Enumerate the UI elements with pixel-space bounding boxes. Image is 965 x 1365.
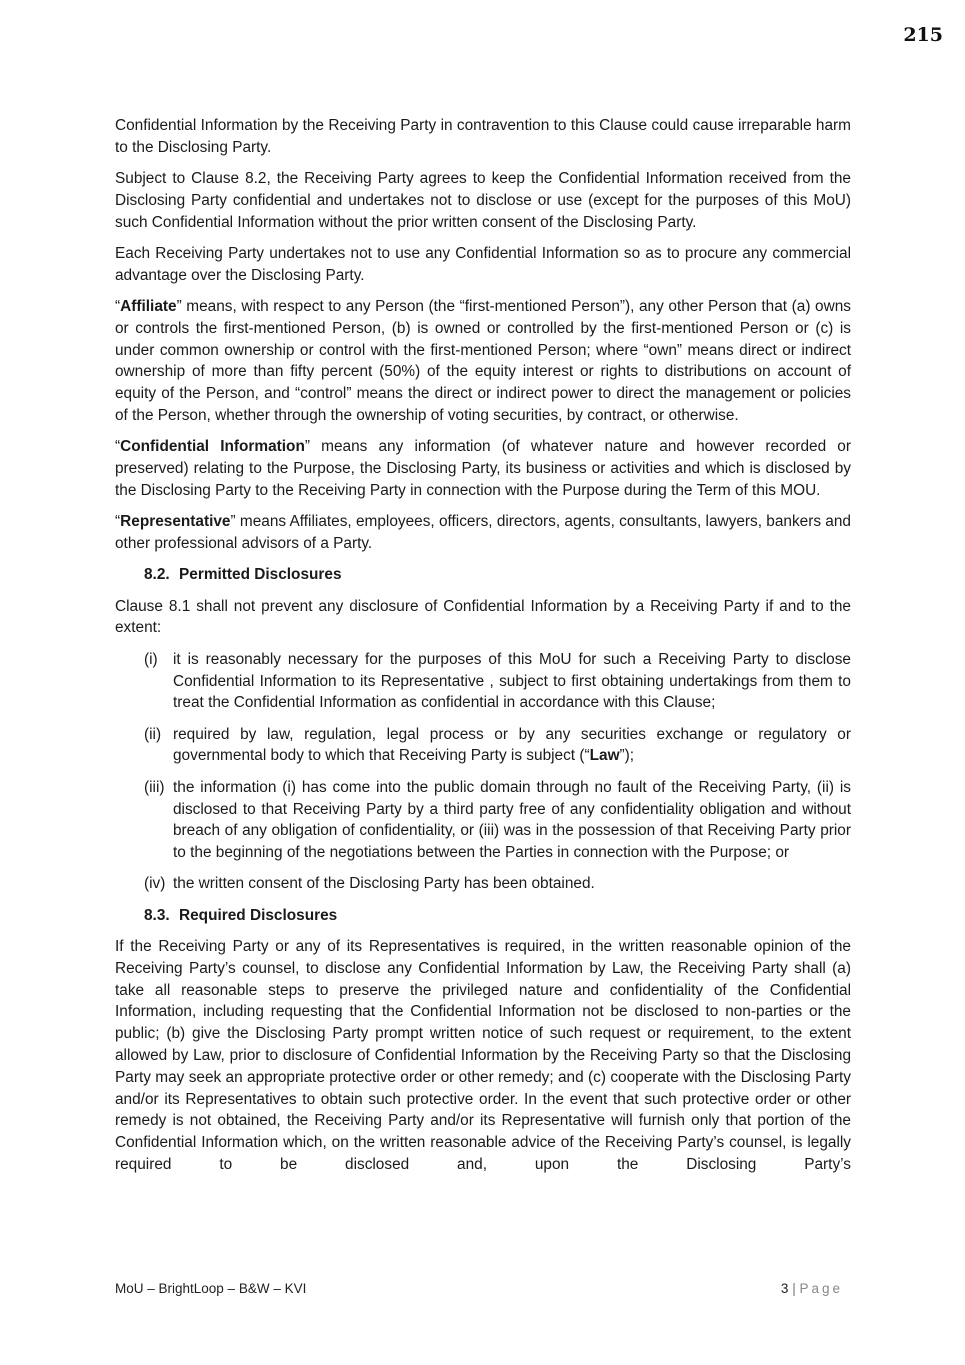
page-number: 215: [903, 24, 943, 46]
list-marker: (i): [144, 650, 158, 668]
paragraph: Subject to Clause 8.2, the Receiving Party agrees to keep the Confidential Information received from the Disclosing Party confidential and undertakes not to disclose or use (except for the purposes of this MoU) such Confidential Information without the prior written consent of the Disclosing Party.: [115, 170, 851, 231]
list-marker: (iii): [144, 778, 165, 796]
footer-page-indicator: [781, 1281, 843, 1296]
list-item-text: it is reasonably necessary for the purposes of this MoU for such a Receiving Party to disclose Confidential Information to its Representative , subject to first obtaining undertakings from them to treat the Confidential Information as confidential in accordance with this Clause;: [173, 650, 851, 712]
footer-document-title: MoU – BrightLoop – B&W – KVI: [115, 1281, 307, 1296]
footer-page-number: 3: [780, 1281, 789, 1296]
list-item: [144, 777, 851, 864]
defined-term: Law: [589, 747, 620, 765]
list-item: [144, 873, 851, 895]
section-title: Permitted Disclosures: [179, 566, 342, 584]
footer-separator: |: [792, 1281, 796, 1296]
paragraph: Confidential Information by the Receiving Party in contravention to this Clause could cause irreparable harm to the Disclosing Party.: [115, 117, 851, 156]
definition-affiliate: “Affiliate” means, with respect to any Person (the “first-mentioned Person”), any other Person that (a) owns or controls the first-mentioned Person, (b) is owned or controlled by the first-mentioned Person or (c) is under common ownership or control with the first-mentioned Person; where “own” means direct or indirect ownership of more than fifty percent (50%) of the equity interest or rights to distributions on account of equity of the Person, and “control” means the direct or indirect power to direct the management or policies of the Person, whether through the ownership of voting securities, by contract, or otherwise.: [115, 298, 851, 425]
paragraph: If the Receiving Party or any of its Representatives is required, in the written reasonable opinion of the Receiving Party’s counsel, to disclose any Confidential Information by Law, the Receiving Party shall (a) take all reasonable steps to preserve the privileged nature and confidentiality of the Confidential Information, including requesting that the Confidential Information not be disclosed to non-parties or the public; (b) give the Disclosing Party prompt written notice of such request or requirement, to the extent allowed by Law, prior to disclosure of Confidential Information by the Receiving Party so that the Disclosing Party may seek an appropriate protective order or other remedy; and (c) cooperate with the Disclosing Party and/or its Representatives to obtain such protective order. In the event that such protective order or other remedy is not obtained, the Receiving Party and/or its Representative will furnish only that portion of the Confidential Information which, on the written reasonable advice of the Receiving Party’s counsel, is legally required to be disclosed and, upon the Disclosing Party’s: [115, 938, 851, 1173]
paragraph: Each Receiving Party undertakes not to use any Confidential Information so as to procure any commercial advantage over the Disclosing Party.: [115, 244, 851, 284]
definition-confidential-information: “Confidential Information” means any information (of whatever nature and however recorded or preserved) relating to the Purpose, the Disclosing Party, its business or activities and which is disclosed by the Disclosing Party to the Receiving Party in connection with the Purpose during the Term of this MOU.: [115, 438, 851, 499]
list-marker: (iv): [144, 875, 166, 893]
list-item-text: the written consent of the Disclosing Party has been obtained.: [173, 875, 595, 893]
list-marker: (ii): [144, 725, 162, 743]
section-intro: Clause 8.1 shall not prevent any disclosure of Confidential Information by a Receiving Party if and to the extent:: [115, 597, 851, 637]
defined-term: Affiliate: [120, 298, 177, 316]
list-item: [144, 724, 851, 768]
list-item-text: required by law, regulation, legal process or by any securities exchange or regulatory or governmental body to which that Receiving Party is subject (“Law”);: [173, 725, 851, 765]
list-item-text: the information (i) has come into the public domain through no fault of the Receiving Party, (ii) is disclosed to that Receiving Party by a third party free of any confidentiality obligation and without breach of any obligation of confidentiality, or (iii) was in the possession of that Receiving Party prior to the beginning of the negotiations between the Parties in connection with the Purpose; or: [173, 778, 851, 862]
document-body: [115, 115, 851, 1185]
section-title: Required Disclosures: [179, 906, 338, 924]
section-number: 8.2.: [144, 566, 170, 584]
definition-representative: “Representative” means Affiliates, employees, officers, directors, agents, consultants, lawyers, bankers and other professional advisors of a Party.: [115, 513, 851, 553]
footer-page-label: Page: [799, 1281, 843, 1296]
section-heading-8-3: [144, 905, 851, 927]
section-heading-8-2: [144, 564, 851, 586]
list-item: [144, 649, 851, 714]
defined-term: Representative: [120, 513, 231, 531]
section-number: 8.3.: [144, 906, 170, 924]
defined-term: Confidential Information: [120, 438, 305, 456]
